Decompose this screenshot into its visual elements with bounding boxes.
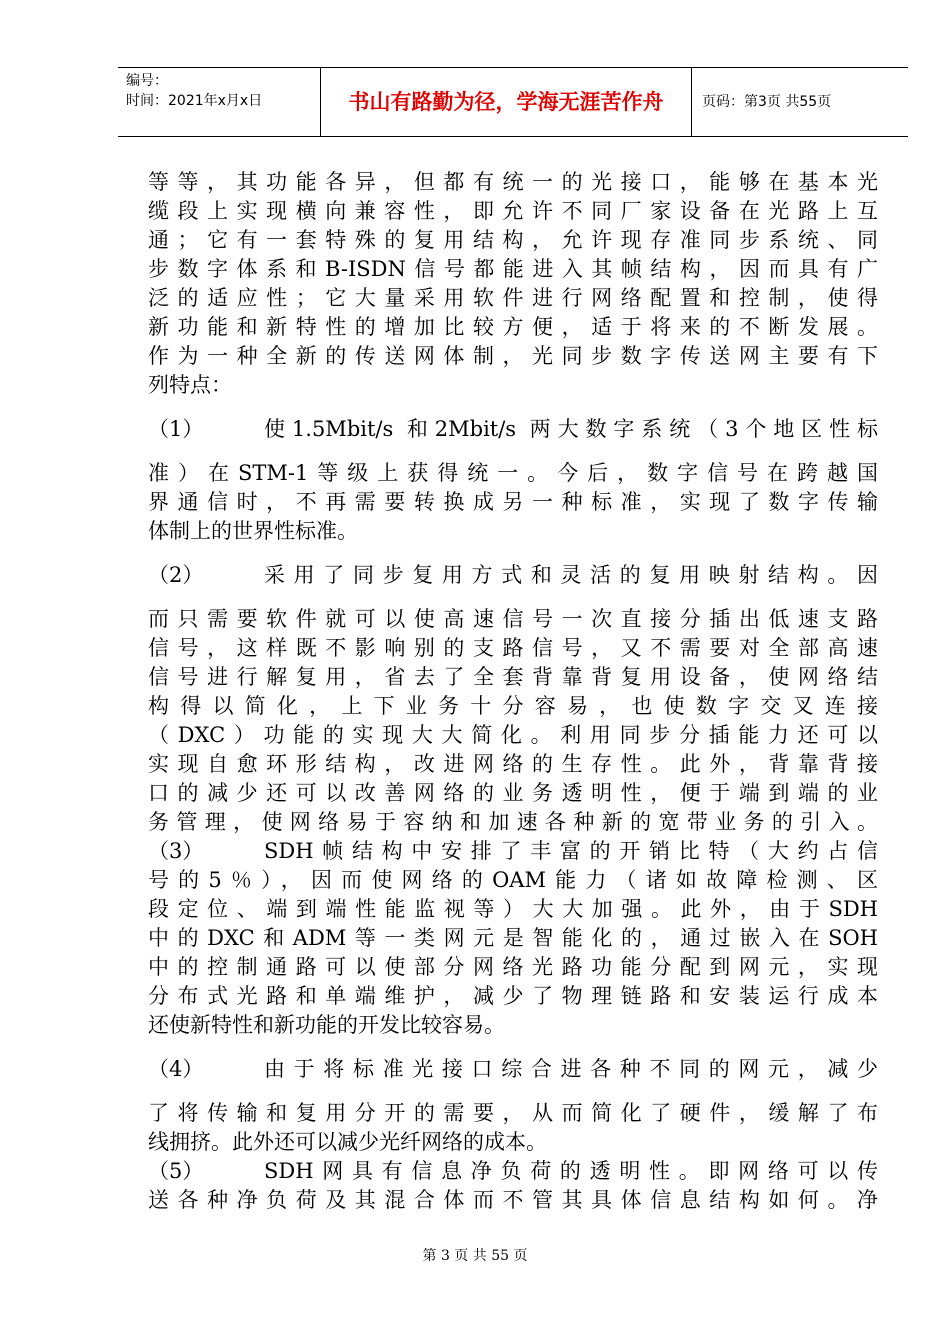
text-line: 段定位、端到端性能监视等）大大加强。此外，由于SDH [148, 897, 878, 921]
text-line: 还使新特性和新功能的开发比较容易。 [148, 1013, 505, 1037]
list-item-1 [148, 415, 878, 444]
text-line: 等等，其功能各异，但都有统一的光接口，能够在基本光 [148, 170, 878, 194]
item-number: （3） [148, 839, 204, 863]
text-line: 送各种净负荷及其混合体而不管其具体信息结构如何。净 [148, 1188, 878, 1212]
item-number: （2） [148, 563, 204, 587]
text-line: 信号，这样既不影响别的支路信号，又不需要对全部高速 [148, 636, 878, 660]
item-text: SDH网具有信息净负荷的透明性。即网络可以传 [264, 1159, 878, 1183]
number-label: 编号： [126, 73, 168, 89]
text-line: 而只需要软件就可以使高速信号一次直接分插出低速支路 [148, 607, 878, 631]
text-line: 缆段上实现横向兼容性，即允许不同厂家设备在光路上互 [148, 199, 878, 223]
page-header [118, 67, 908, 137]
header-page-cell [692, 68, 908, 136]
item-text: 使1.5Mbit/s 和2Mbit/s 两大数字系统（3个地区性标 [264, 417, 878, 441]
text-line: 中的DXC和ADM等一类网元是智能化的，通过嵌入在SOH [148, 926, 878, 950]
text-line: 实现自愈环形结构，改进网络的生存性。此外，背靠背接 [148, 752, 878, 776]
text-line: 列特点： [148, 373, 232, 397]
item-number: （5） [148, 1159, 204, 1183]
text-line: 号的5％），因而使网络的OAM能力（诸如故障检测、区 [148, 868, 878, 892]
item-number: （1） [148, 417, 204, 441]
text-line: 通；它有一套特殊的复用结构，允许现存准同步系统、同 [148, 228, 878, 252]
motto: 书山有路勤为径，学海无涯苦作舟 [348, 90, 664, 114]
text-line: 信号进行解复用，省去了全套背靠背复用设备，使网络结 [148, 665, 878, 689]
list-item-2 [148, 561, 878, 590]
text-line: 务管理，使网络易于容纳和加速各种新的宽带业务的引入。 [148, 810, 878, 834]
text-line: 作为一种全新的传送网体制，光同步数字传送网主要有下 [148, 344, 878, 368]
text-line: 线拥挤。此外还可以减少光纤网络的成本。 [148, 1130, 547, 1154]
text-line: 了将传输和复用分开的需要，从而简化了硬件，缓解了布 [148, 1101, 878, 1125]
text-line: 新功能和新特性的增加比较方便，适于将来的不断发展。 [148, 315, 878, 339]
item-text: 采用了同步复用方式和灵活的复用映射结构。因 [264, 563, 878, 587]
list-item-5 [148, 1157, 878, 1186]
text-line: 分布式光路和单端维护，减少了物理链路和安装运行成本 [148, 984, 878, 1008]
header-meta-cell [118, 68, 321, 136]
text-line: （DXC）功能的实现大大简化。利用同步分插能力还可以 [148, 723, 878, 747]
item-text: SDH帧结构中安排了丰富的开销比特（大约占信 [264, 839, 878, 863]
page-info: 页码：第3页 共55页 [702, 94, 832, 110]
page-footer: 第 3 页 共 55 页 [422, 1248, 528, 1264]
text-line: 口的减少还可以改善网络的业务透明性，便于端到端的业 [148, 781, 878, 805]
header-motto-cell [321, 68, 692, 136]
item-text: 由于将标准光接口综合进各种不同的网元，减少 [264, 1057, 878, 1081]
list-item-4 [148, 1055, 878, 1084]
text-line: 界通信时，不再需要转换成另一种标准，实现了数字传输 [148, 490, 878, 514]
text-line: 泛的适应性；它大量采用软件进行网络配置和控制，使得 [148, 286, 878, 310]
text-line: 准）在STM-1等级上获得统一。今后，数字信号在跨越国 [148, 461, 878, 485]
text-line: 构得以简化，上下业务十分容易，也使数字交叉连接 [148, 694, 878, 718]
text-line: 中的控制通路可以使部分网络光路功能分配到网元，实现 [148, 955, 878, 979]
list-item-3 [148, 837, 878, 866]
text-line: 步数字体系和B-ISDN信号都能进入其帧结构，因而具有广 [148, 257, 878, 281]
item-number: （4） [148, 1057, 204, 1081]
text-line: 体制上的世界性标准。 [148, 519, 358, 543]
document-body [148, 168, 878, 1215]
time-label: 时间：2021年x月x日 [126, 93, 263, 109]
